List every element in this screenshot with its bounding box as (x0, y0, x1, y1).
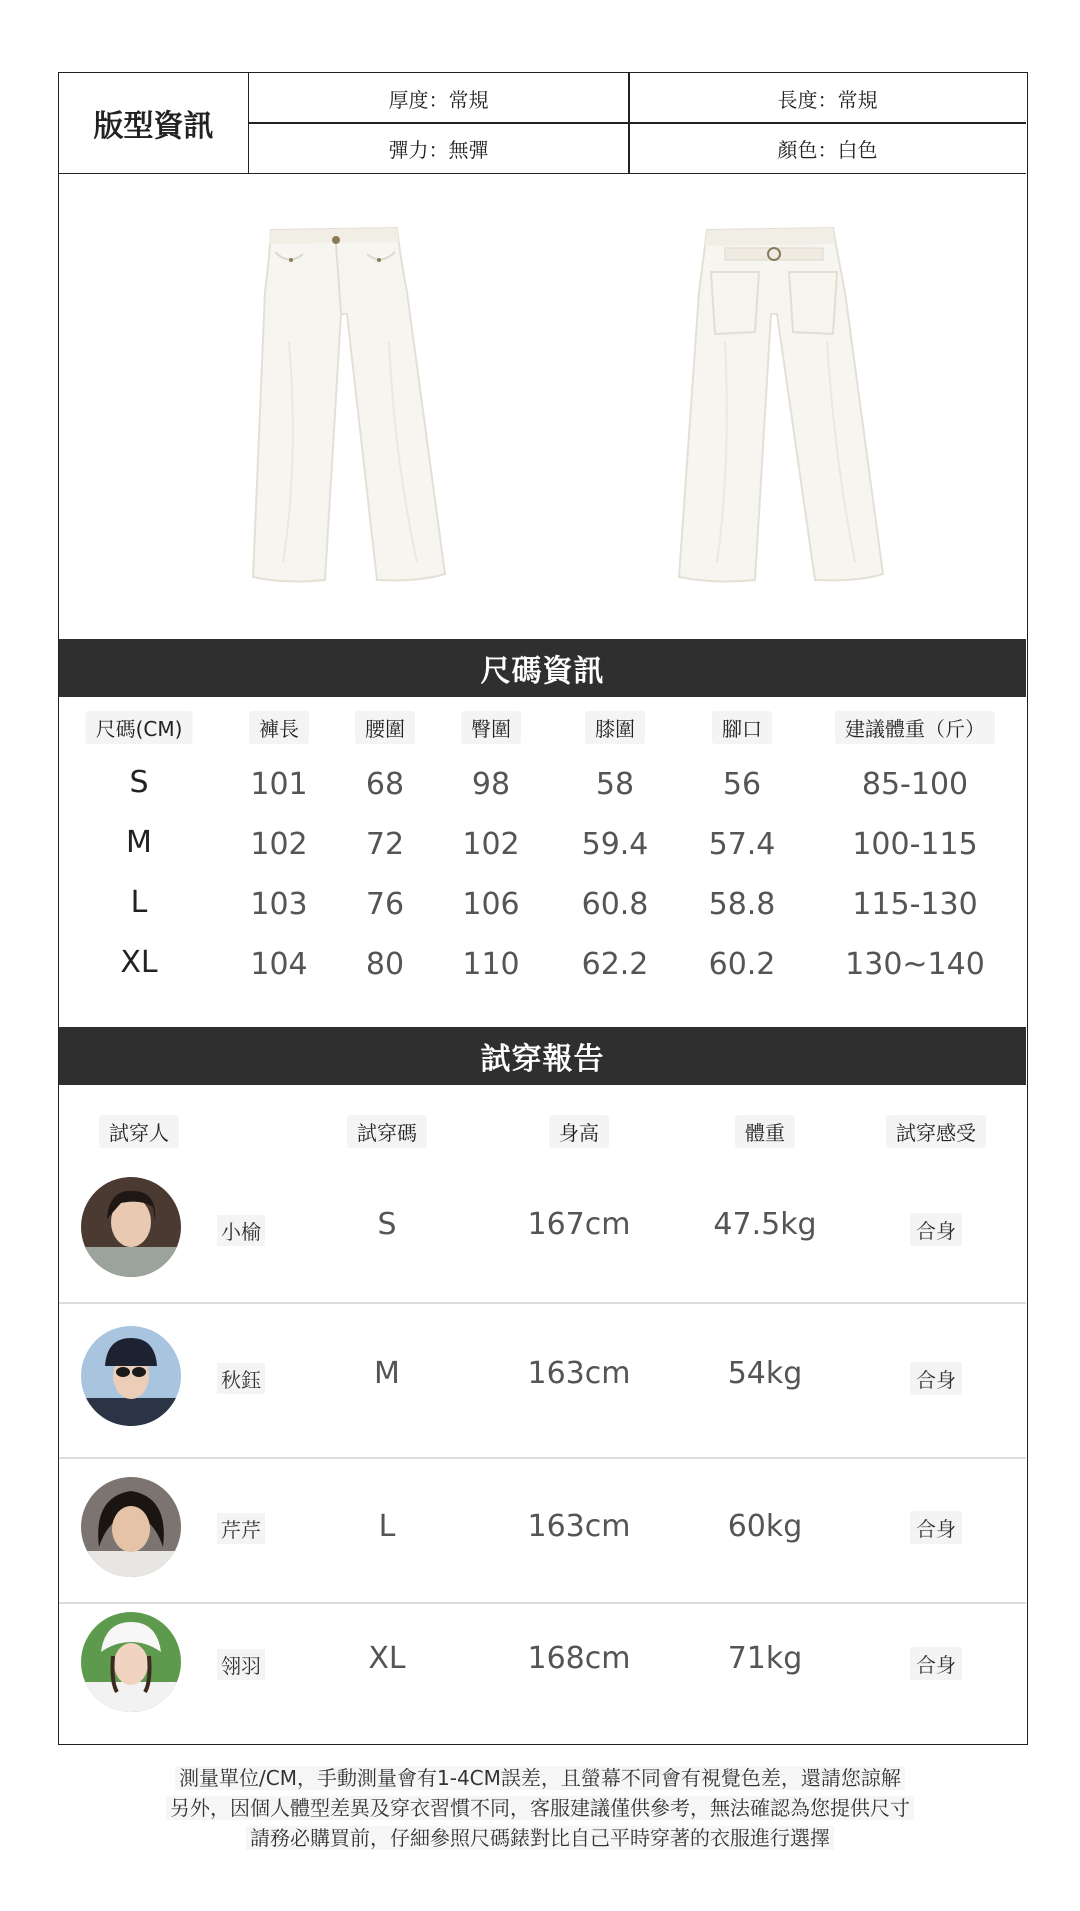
tester-size: S (377, 1207, 397, 1242)
tester-weight: 60kg (727, 1509, 803, 1544)
size-cell: 59.4 (581, 827, 649, 862)
size-cell: 115-130 (852, 887, 978, 922)
size-row-label: S (129, 765, 149, 800)
size-cell: 130~140 (845, 947, 985, 982)
footnote-text-3: 請務必購買前，仔細參照尺碼錶對比自己平時穿著的衣服進行選擇 (246, 1826, 834, 1850)
spec-title: 版型資訊 (59, 73, 249, 173)
jeans-back-image (649, 222, 889, 592)
size-header-hip: 臀圍 (461, 711, 521, 744)
spec-thickness: 厚度：常規 (388, 87, 489, 112)
tester-name: 芹芹 (217, 1513, 265, 1544)
size-cell: 62.2 (581, 947, 649, 982)
tryon-header-size: 試穿碼 (347, 1115, 427, 1148)
size-cell: 58 (595, 767, 635, 802)
tester-size: XL (368, 1641, 406, 1676)
size-cell: 85-100 (861, 767, 969, 802)
size-header-knee: 膝圍 (585, 711, 645, 744)
tester-fit: 合身 (910, 1213, 962, 1246)
size-cell: 104 (250, 947, 308, 982)
footnote-line-2 (0, 1793, 1080, 1823)
size-header-weight: 建議體重（斤） (835, 711, 995, 744)
row-divider (59, 1602, 1026, 1604)
size-cell: 56 (722, 767, 762, 802)
size-table (59, 697, 1026, 1027)
avatar (81, 1177, 181, 1277)
tryon-header-feeling: 試穿感受 (886, 1115, 986, 1148)
avatar (81, 1477, 181, 1577)
size-header-size: 尺碼(CM) (86, 711, 193, 744)
jeans-front-image (229, 222, 469, 592)
size-cell: 80 (365, 947, 405, 982)
size-cell: 60.2 (708, 947, 776, 982)
size-row-label: L (130, 885, 148, 920)
size-cell: 102 (462, 827, 520, 862)
spec-color: 顏色：白色 (777, 137, 878, 162)
tester-weight: 71kg (727, 1641, 803, 1676)
spec-elasticity: 彈力：無彈 (388, 137, 489, 162)
tryon-header-person: 試穿人 (99, 1115, 179, 1148)
size-cell: 103 (250, 887, 308, 922)
size-guide-card (58, 72, 1028, 1745)
tester-height: 163cm (527, 1509, 631, 1544)
size-cell: 76 (365, 887, 405, 922)
avatar (81, 1612, 181, 1712)
tester-name: 小榆 (217, 1215, 265, 1246)
size-cell: 106 (462, 887, 520, 922)
tester-size: L (378, 1509, 396, 1544)
size-row-label: XL (120, 945, 158, 980)
tryon-section-bar: 試穿報告 (59, 1027, 1026, 1085)
tester-fit: 合身 (910, 1362, 962, 1395)
size-cell: 100-115 (852, 827, 978, 862)
footnote-line-3 (0, 1823, 1080, 1853)
row-divider (59, 1457, 1026, 1459)
footnote-text-1: 測量單位/CM，手動測量會有1-4CM誤差，且螢幕不同會有視覺色差，還請您諒解 (175, 1766, 905, 1790)
size-header-length: 褲長 (249, 711, 309, 744)
size-section-bar: 尺碼資訊 (59, 639, 1026, 697)
size-cell: 72 (365, 827, 405, 862)
product-photos (59, 174, 1026, 639)
tester-name: 秋鈺 (217, 1363, 265, 1394)
size-cell: 101 (250, 767, 308, 802)
size-row-label: M (126, 825, 152, 860)
tryon-table (59, 1085, 1026, 1745)
size-cell: 102 (250, 827, 308, 862)
size-cell: 57.4 (708, 827, 776, 862)
size-cell: 60.8 (581, 887, 649, 922)
size-cell: 58.8 (708, 887, 776, 922)
spec-header (59, 73, 1026, 174)
tester-weight: 47.5kg (713, 1207, 817, 1242)
size-cell: 98 (471, 767, 511, 802)
footnote-line-1 (0, 1763, 1080, 1793)
avatar (81, 1326, 181, 1426)
size-header-waist: 腰圍 (355, 711, 415, 744)
tester-weight: 54kg (727, 1356, 803, 1391)
spec-length: 長度：常規 (777, 87, 878, 112)
tester-height: 167cm (527, 1207, 631, 1242)
tester-fit: 合身 (910, 1511, 962, 1544)
tryon-header-height: 身高 (549, 1115, 609, 1148)
size-cell: 68 (365, 767, 405, 802)
tryon-header-weight: 體重 (735, 1115, 795, 1148)
tester-height: 168cm (527, 1641, 631, 1676)
footnote-text-2: 另外，因個人體型差異及穿衣習慣不同，客服建議僅供參考，無法確認為您提供尺寸 (166, 1796, 914, 1820)
size-cell: 110 (462, 947, 520, 982)
tester-name: 翎羽 (217, 1649, 265, 1680)
size-header-hem: 腳口 (712, 711, 772, 744)
row-divider (59, 1302, 1026, 1304)
tester-size: M (374, 1356, 400, 1391)
tester-fit: 合身 (910, 1647, 962, 1680)
tester-height: 163cm (527, 1356, 631, 1391)
